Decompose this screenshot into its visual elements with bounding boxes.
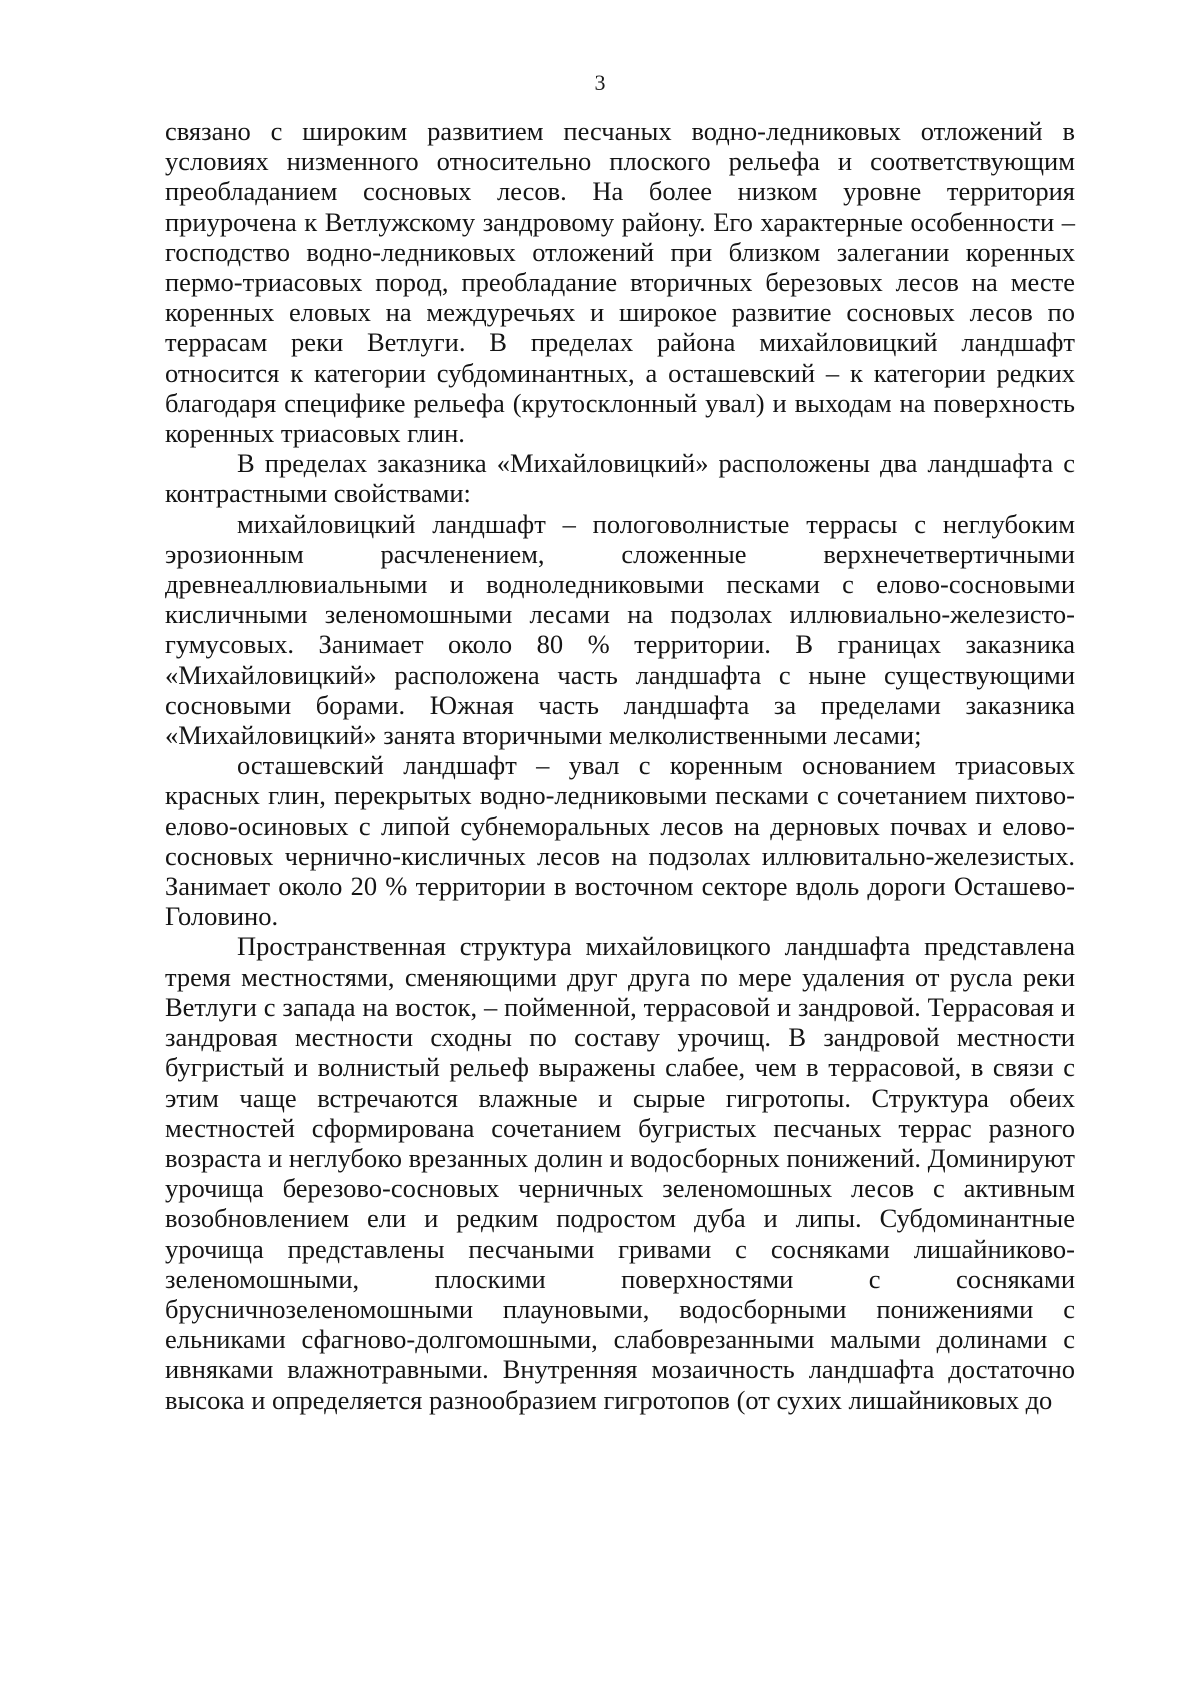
- paragraph-mikhailovitsky-landscape: михайловицкий ландшафт – пологоволнистые террасы с неглубоким эрозионным расчленением, сложенные верхнечетвертичными древнеаллювиальными и водноледниковыми песками с елово-сосновыми кисличными зеленомошными лесами на подзолах иллювиально-железисто-гумусовых. Занимает около 80 % территории. В границах заказника «Михайловицкий» расположена часть ландшафта с ныне существующими сосновыми борами. Южная часть ландшафта за пределами заказника «Михайловицкий» занята вторичными мелколиственными лесами;: [165, 508, 1075, 751]
- document-body: [165, 116, 1075, 1415]
- page-number: 3: [594, 70, 606, 95]
- paragraph-continuation: связано с широким развитием песчаных водно-ледниковых отложений в условиях низменного относительно плоского рельефа и соответствующим преобладанием сосновых лесов. На более низком уровне территория приурочена к Ветлужскому зандровому району. Его характерные особенности – господство водно-ледниковых отложений при близком залегании коренных пермо-триасовых пород, преобладание вторичных березовых лесов на месте коренных еловых на междуречьях и широкое развитие сосновых лесов по террасам реки Ветлуги. В пределах района михайловицкий ландшафт относится к категории субдоминантных, а осташевский – к категории редких благодаря специфике рельефа (крутосклонный увал) и выходам на поверхность коренных триасовых глин.: [165, 116, 1075, 449]
- paragraph-ostashevsky-landscape: осташевский ландшафт – увал с коренным основанием триасовых красных глин, перекрытых водно-ледниковыми песками с сочетанием пихтово-елово-осиновых с липой субнеморальных лесов на дерновых почвах и елово-сосновых чернично-кисличных лесов на подзолах иллювитально-железистых. Занимает около 20 % территории в восточном секторе вдоль дороги Осташево-Головино.: [165, 750, 1075, 932]
- paragraph-spatial-structure: Пространственная структура михайловицкого ландшафта представлена тремя местностями, сменяющими друг друга по мере удаления от русла реки Ветлуги с запада на восток, – пойменной, террасовой и зандровой. Террасовая и зандровая местности сходны по составу урочищ. В зандровой местности бугристый и волнистый рельеф выражены слабее, чем в террасовой, в связи с этим чаще встречаются влажные и сырые гигротопы. Структура обеих местностей сформирована сочетанием бугристых песчаных террас разного возраста и неглубоко врезанных долин и водосборных понижений. Доминируют урочища березово-сосновых черничных зеленомошных лесов с активным возобновлением ели и редким подростом дуба и липы. Субдоминантные урочища представлены песчаными гривами с сосняками лишайниково-зеленомошными, плоскими поверхностями с сосняками брусничнозеленомошными плауновыми, водосборными понижениями с ельниками сфагново-долгомошными, слабоврезанными малыми долинами с ивняками влажнотравными. Внутренняя мозаичность ландшафта достаточно высока и определяется разнообразием гигротопов (от сухих лишайниковых до: [165, 931, 1075, 1415]
- paragraph-landscapes-intro: В пределах заказника «Михайловицкий» расположены два ландшафта с контрастными свойствами:: [165, 448, 1075, 509]
